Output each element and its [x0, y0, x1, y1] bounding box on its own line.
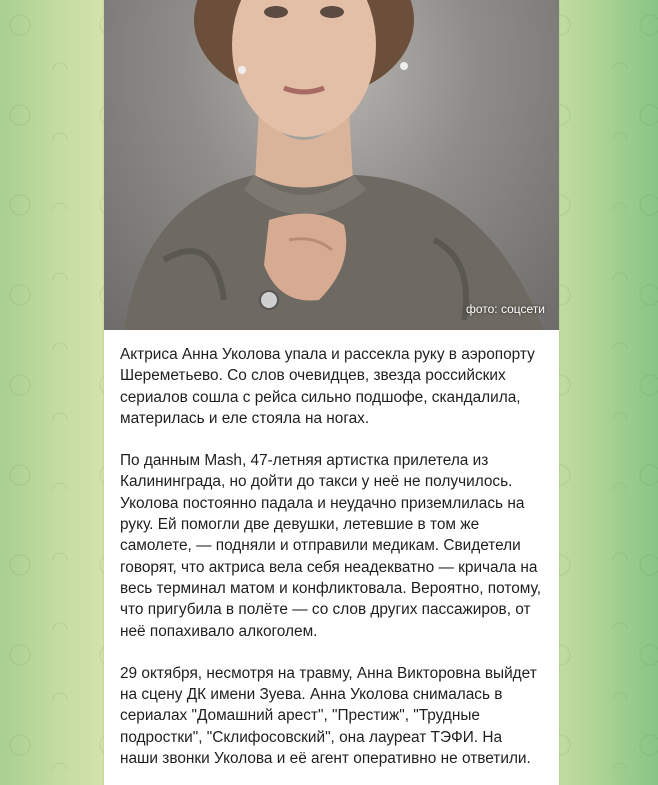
- photo-credit: фото: соцсети: [465, 302, 545, 316]
- post-paragraph-1: Актриса Анна Уколова упала и рассекла руку в аэропорту Шереметьево. Со слов очевидцев, звезда российских сериалов сошла с рейса сильно подшофе, скандалила, материлась и еле стояла на ногах.: [120, 346, 535, 427]
- post-photo[interactable]: [104, 0, 559, 330]
- post-text: [104, 330, 559, 769]
- channel-post: [104, 0, 559, 785]
- portrait-illustration: [104, 0, 559, 330]
- post-paragraph-2: По данным Mash, 47-летняя артистка прилетела из Калининграда, но дойти до такси у неё не получилось. Уколова постоянно падала и неудачно приземлилась на руку. Ей помогли две девушки, летевшие в том же самолете, — подняли и отправили медикам. Свидетели говорят, что актриса вела себя неадекватно — кричала на весь терминал матом и конфликтовала. Вероятно, потому, что пригубила в полёте — со слов других пассажиров, от неё попахивало алкоголем.: [120, 452, 541, 640]
- post-paragraph-3: 29 октября, несмотря на травму, Анна Викторовна выйдет на сцену ДК имени Зуева. Анна Уколова снималась в сериалах "Домашний арест", "Престиж", "Трудные подростки", "Склифосовский", она лауреат ТЭФИ. На наши звонки Уколова и её агент оперативно не ответили.: [120, 664, 537, 768]
